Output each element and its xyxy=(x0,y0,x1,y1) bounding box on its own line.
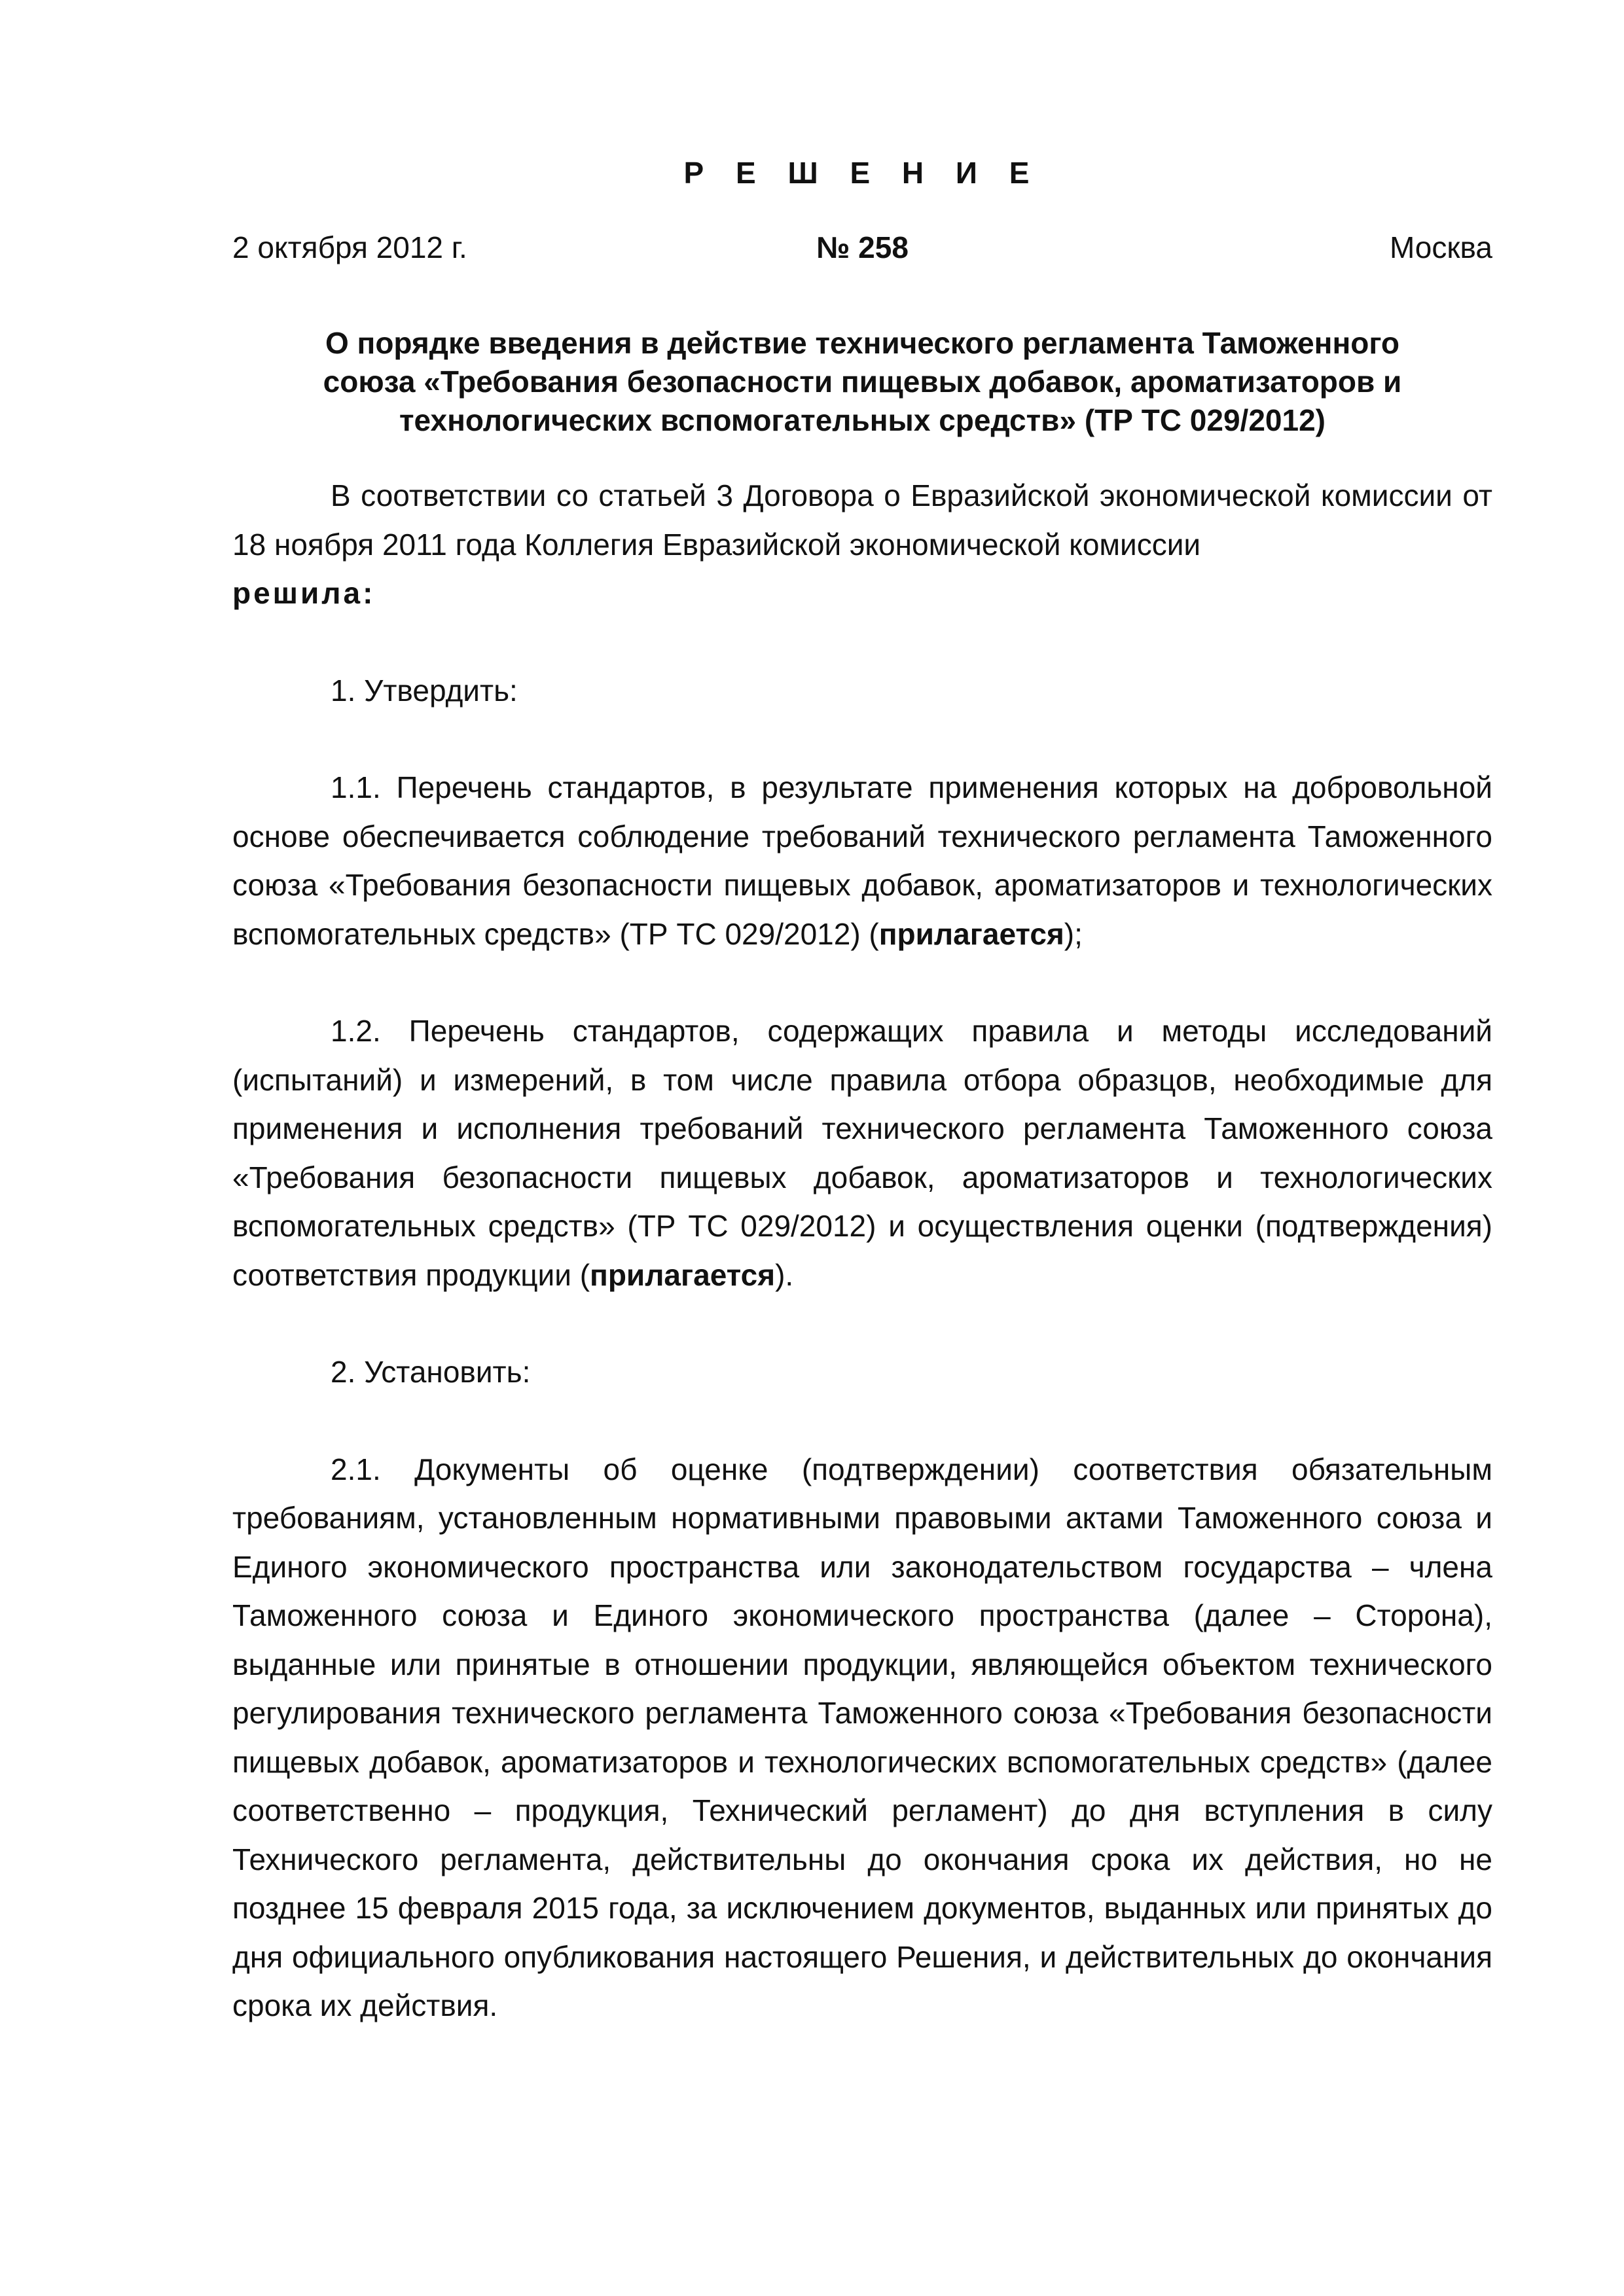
item-1-text: 1. Утвердить: xyxy=(331,673,518,708)
item-2-1-text: 2.1. Документы об оценке (подтверждении) соответствия обязательным требованиям, установленным нормативными правовыми актами Таможенного союза и Единого экономического пространства или законодательством государства – члена Таможенного союза и Единого экономического пространства (далее – Сторона), выданные или принятые в отношении продукции, являющейся объектом технического регулирования технического регламента Таможенного союза «Требования безопасности пищевых добавок, ароматизаторов и технологических вспомогательных средств» (далее соответственно – продукция, Технический регламент) до дня вступления в силу Технического регламента, действительны до окончания срока их действия, но не позднее 15 февраля 2015 года, за исключением документов, выданных или принятых до дня официального опубликования настоящего Решения, и действительных до окончания срока их действия. xyxy=(232,1452,1492,2022)
item-1-1-paragraph xyxy=(232,763,1492,958)
title-line: технологических вспомогательных средств» (ТР ТС 029/2012) xyxy=(399,403,1326,437)
document-number: № 258 xyxy=(816,230,909,264)
document-city: Москва xyxy=(1389,230,1492,264)
item-1-1-text: 1.1. Перечень стандартов, в результате применения которых на добровольной основе обеспечивается соблюдение требований технического регламента Таможенного союза «Требования безопасности пищевых добавок, ароматизаторов и технологических вспомогательных средств» (ТР ТС 029/2012) ( xyxy=(232,770,1492,951)
item-2-1-paragraph xyxy=(232,1445,1492,2030)
item-1-paragraph xyxy=(232,666,1492,715)
intro-decided: решила: xyxy=(232,576,376,610)
title-line: союза «Требования безопасности пищевых добавок, ароматизаторов и xyxy=(323,365,1402,399)
intro-paragraph xyxy=(232,471,1492,569)
item-1-2-end: ). xyxy=(775,1257,794,1292)
item-2-text: 2. Установить: xyxy=(331,1355,531,1389)
item-2-paragraph xyxy=(232,1348,1492,1397)
intro-text: В соответствии со статьей 3 Договора о Евразийской экономической комиссии от 18 ноября 2011 года Коллегия Евразийской экономической комиссии xyxy=(232,478,1492,562)
item-1-1-end: ); xyxy=(1064,916,1083,951)
intro-decided-paragraph xyxy=(232,569,1492,618)
item-1-1-bold: прилагается xyxy=(878,916,1064,951)
document-date: 2 октября 2012 г. xyxy=(232,230,467,264)
item-1-2-bold: прилагается xyxy=(590,1257,776,1292)
document-meta-row xyxy=(232,229,1492,266)
item-1-2-text: 1.2. Перечень стандартов, содержащих правила и методы исследований (испытаний) и измерений, в том числе правила отбора образцов, необходимые для применения и исполнения требований технического регламента Таможенного союза «Требования безопасности пищевых добавок, ароматизаторов и технологических вспомогательных средств» (ТР ТС 029/2012) и осуществления оценки (подтверждения) соответствия продукции ( xyxy=(232,1014,1492,1292)
document-heading: Р Е Ш Е Н И Е xyxy=(683,156,1041,190)
document-title xyxy=(232,324,1492,440)
document-body xyxy=(232,471,1492,2079)
title-line: О порядке введения в действие технического регламента Таможенного xyxy=(325,326,1400,360)
item-1-2-paragraph xyxy=(232,1007,1492,1299)
